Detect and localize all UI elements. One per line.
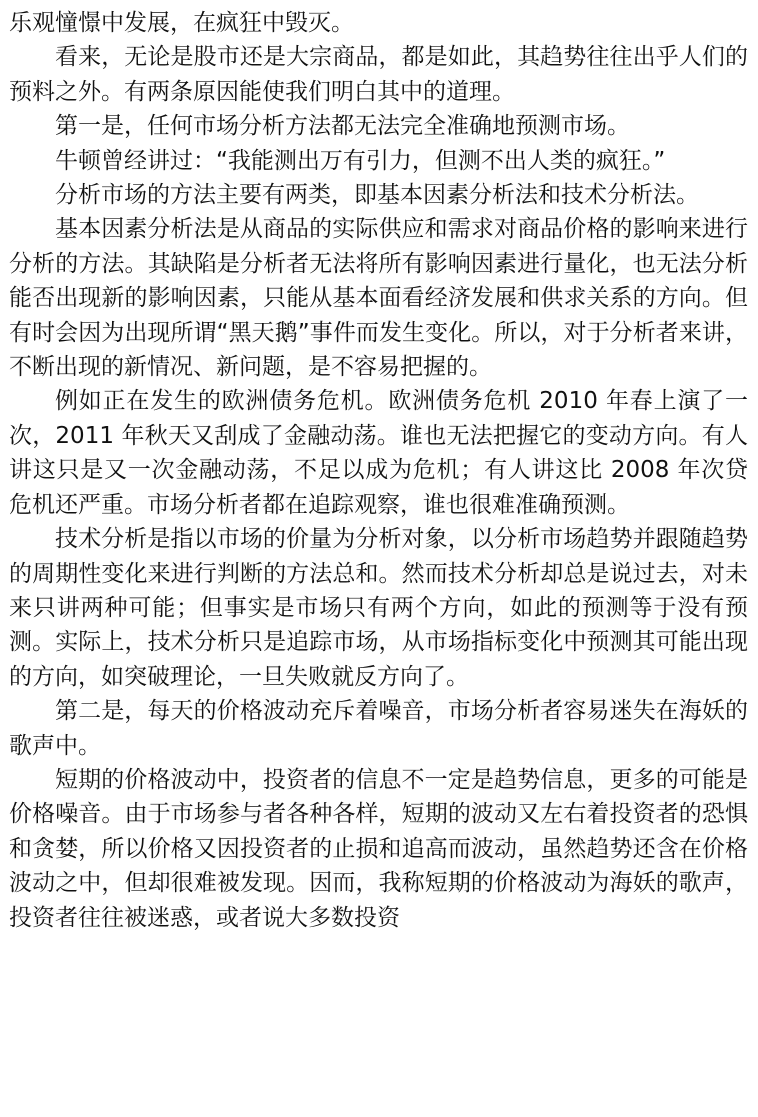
paragraph-continuation: 乐观憧憬中发展，在疯狂中毁灭。 bbox=[9, 10, 354, 36]
paragraph-euro-debt-crisis: 例如正在发生的欧洲债务危机。欧洲债务危机 2010 年春上演了一次，2011 年秋天又刮成了金融动荡。谁也无法把握它的变动方向。有人讲这只是又一次金融动荡，不足以成为危机；有人讲这比 2008 年次贷危机还严重。市场分析者都在追踪观察，谁也很难准确预测。 bbox=[9, 388, 748, 518]
paragraph-short-term-noise: 短期的价格波动中，投资者的信息不一定是趋势信息，更多的可能是价格噪音。由于市场参与者各种各样，短期的波动又左右着投资者的恐惧和贪婪，所以价格又因投资者的止损和追高而波动，虽然趋势还含在价格波动之中，但却很难被发现。因而，我称短期的价格波动为海妖的歌声，投资者往往被迷惑，或者说大多数投资 bbox=[9, 766, 748, 931]
paragraph-trend-unpredictable: 看来，无论是股市还是大宗商品，都是如此，其趋势往往出乎人们的预料之外。有两条原因能使我们明白其中的道理。 bbox=[9, 44, 748, 105]
paragraph-analysis-methods: 分析市场的方法主要有两类，即基本因素分析法和技术分析法。 bbox=[55, 182, 699, 209]
paragraph-technical-analysis: 技术分析是指以市场的价量为分析对象，以分析市场趋势并跟随趋势的周期性变化来进行判断的方法总和。然而技术分析却总是说过去，对未来只讲两种可能；但事实是市场只有两个方向，如此的预测等于没有预测。实际上，技术分析只是追踪市场，从市场指标变化中预测其可能出现的方向，如突破理论，一旦失败就反方向了。 bbox=[9, 526, 748, 690]
paragraph-fundamental-analysis: 基本因素分析法是从商品的实际供应和需求对商品价格的影响来进行分析的方法。其缺陷是分析者无法将所有影响因素进行量化，也无法分析能否出现新的影响因素，只能从基本面看经济发展和供求关系的方向。但有时会因为出现所谓“黑天鹅”事件而发生变化。所以，对于分析者来讲，不断出现的新情况、新问题，是不容易把握的。 bbox=[9, 216, 748, 381]
paragraph-newton-quote: 牛顿曾经讲过：“我能测出万有引力，但测不出人类的疯狂。” bbox=[55, 147, 666, 174]
paragraph-reason-two: 第二是，每天的价格波动充斥着噪音，市场分析者容易迷失在海妖的歌声中。 bbox=[9, 698, 748, 759]
paragraph-reason-one: 第一是，任何市场分析方法都无法完全准确地预测市场。 bbox=[55, 113, 630, 140]
